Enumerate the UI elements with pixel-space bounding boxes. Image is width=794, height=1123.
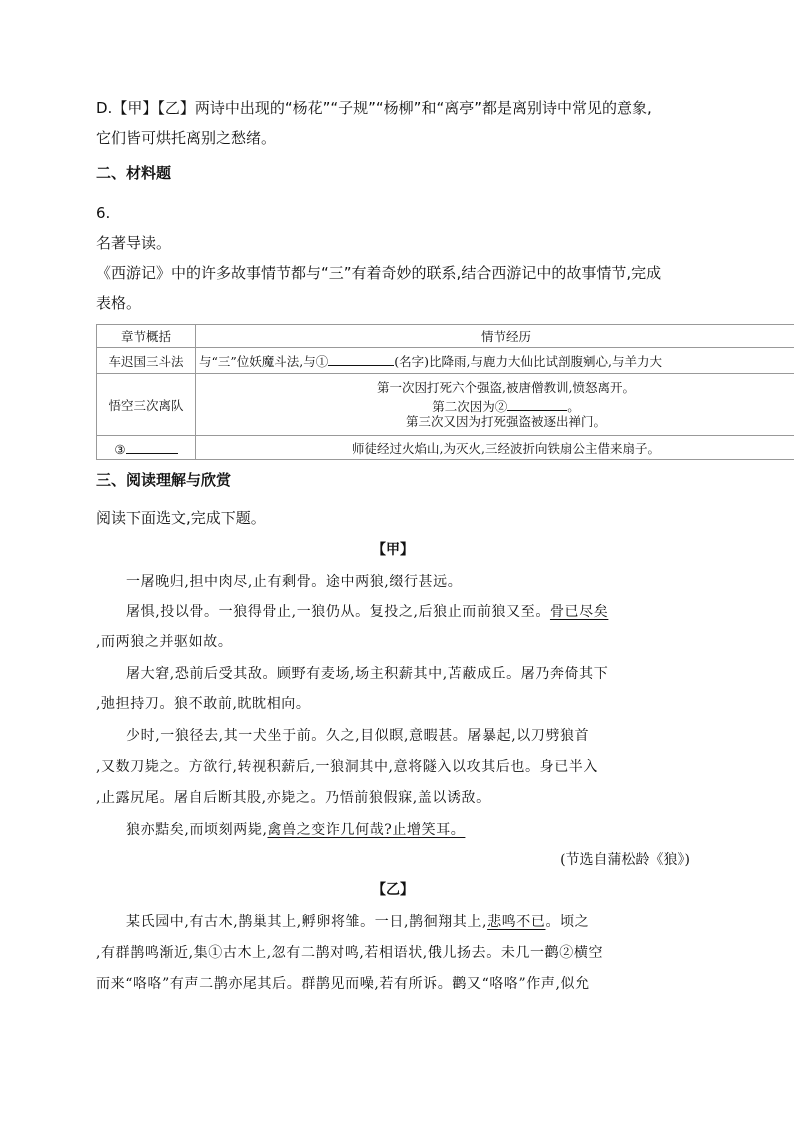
underlined-phrase-1: 骨已尽矣	[549, 604, 609, 620]
row1-plot-post: (名字)比降雨,与鹿力大仙比试剖腹剜心,与羊力大	[394, 354, 662, 369]
row1-plot	[196, 348, 794, 374]
table-row	[97, 374, 794, 436]
table-row	[97, 348, 794, 374]
option-d-line-1: D.【甲】【乙】两诗中出现的“杨花”“子规”“杨柳”和“离亭”都是离别诗中常见的意象,	[96, 99, 652, 117]
row2-line-2: 第二次因为② 。	[199, 396, 794, 413]
question-subtitle: 名著导读。	[96, 234, 172, 252]
row2-chapter: 悟空三次离队	[97, 374, 196, 436]
jia-line-6: 少时,一狼径去,其一犬坐于前。久之,目似瞑,意暇甚。屠暴起,以刀劈狼首	[126, 728, 590, 744]
table-header-plot: 情节经历	[196, 325, 794, 348]
section-3-heading: 三、阅读理解与欣赏	[96, 471, 232, 489]
yi-line-2: ,有群鹊鸣渐近,集①古木上,忽有二鹊对鸣,若相语状,俄儿扬去。未几一鹳②横空	[96, 945, 604, 961]
jia-line-7: ,又数刀毙之。方欲行,转视积薪后,一狼洞其中,意将隧入以攻其后也。身已半入	[96, 759, 598, 775]
option-d-line-2: 它们皆可烘托离别之愁绪。	[96, 129, 277, 147]
journey-west-table	[96, 324, 794, 460]
reading-instruction: 阅读下面选文,完成下题。	[96, 509, 266, 527]
blank-2[interactable]	[507, 396, 567, 411]
row3-plot: 师徒经过火焰山,为灭火,三经波折向铁扇公主借来扇子。	[196, 436, 794, 460]
yi-line-3: 而来“咯咯”有声二鹊亦尾其后。群鹊见而噪,若有所诉。鹳又“咯咯”作声,似允	[96, 976, 590, 992]
row3-chapter	[97, 436, 196, 460]
passage-jia-title: 【甲】	[372, 542, 414, 558]
jia-line-9: 狼亦黠矣,而顷刻两毙,禽兽之变诈几何哉?止增笑耳。	[126, 822, 466, 838]
question-prompt-line-1: 《西游记》中的许多故事情节都与“三”有着奇妙的联系,结合西游记中的故事情节,完成	[96, 264, 662, 282]
underlined-phrase-3: 悲鸣不已	[487, 914, 546, 930]
jia-source: (节选自蒲松龄《狼》)	[560, 852, 690, 868]
underlined-phrase-2: 禽兽之变诈几何哉?止增笑耳。	[267, 822, 466, 838]
table-header-row	[97, 325, 794, 348]
jia-line-5: ,弛担持刀。狼不敢前,眈眈相向。	[96, 696, 311, 712]
row1-chapter: 车迟国三斗法	[97, 348, 196, 374]
row2-line-3: 第三次又因为打死强盗被逐出禅门。	[405, 414, 606, 429]
question-prompt-line-2: 表格。	[96, 294, 142, 312]
table-row	[97, 436, 794, 460]
jia-line-4: 屠大窘,恐前后受其敌。顾野有麦场,场主积薪其中,苫蔽成丘。屠乃奔倚其下	[126, 666, 609, 682]
yi-line-1: 某氏园中,有古木,鹊巢其上,孵卵将雏。一日,鹊徊翔其上,悲鸣不已。顷之	[126, 914, 590, 930]
jia-line-1: 一屠晚归,担中肉尽,止有剩骨。途中两狼,缀行甚远。	[126, 574, 463, 590]
question-number: 6.	[96, 204, 111, 222]
table-header-chapter: 章节概括	[97, 325, 196, 348]
row2-plot	[196, 374, 794, 436]
passage-yi-title: 【乙】	[372, 882, 414, 898]
row1-plot-pre: 与“三”位妖魔斗法,与①	[199, 354, 329, 369]
blank-1[interactable]	[328, 351, 394, 366]
jia-line-3: ,而两狼之并驱如故。	[96, 634, 233, 650]
row3-marker: ③	[114, 441, 126, 457]
row2-line-1: 第一次因打死六个强盗,被唐僧教训,愤怒离开。	[377, 380, 635, 395]
blank-3[interactable]	[126, 439, 178, 454]
jia-line-2: 屠惧,投以骨。一狼得骨止,一狼仍从。复投之,后狼止而前狼又至。骨已尽矣	[126, 604, 609, 620]
section-2-heading: 二、材料题	[96, 164, 172, 182]
jia-line-8: ,止露尻尾。屠自后断其股,亦毙之。乃悟前狼假寐,盖以诱敌。	[96, 790, 491, 806]
